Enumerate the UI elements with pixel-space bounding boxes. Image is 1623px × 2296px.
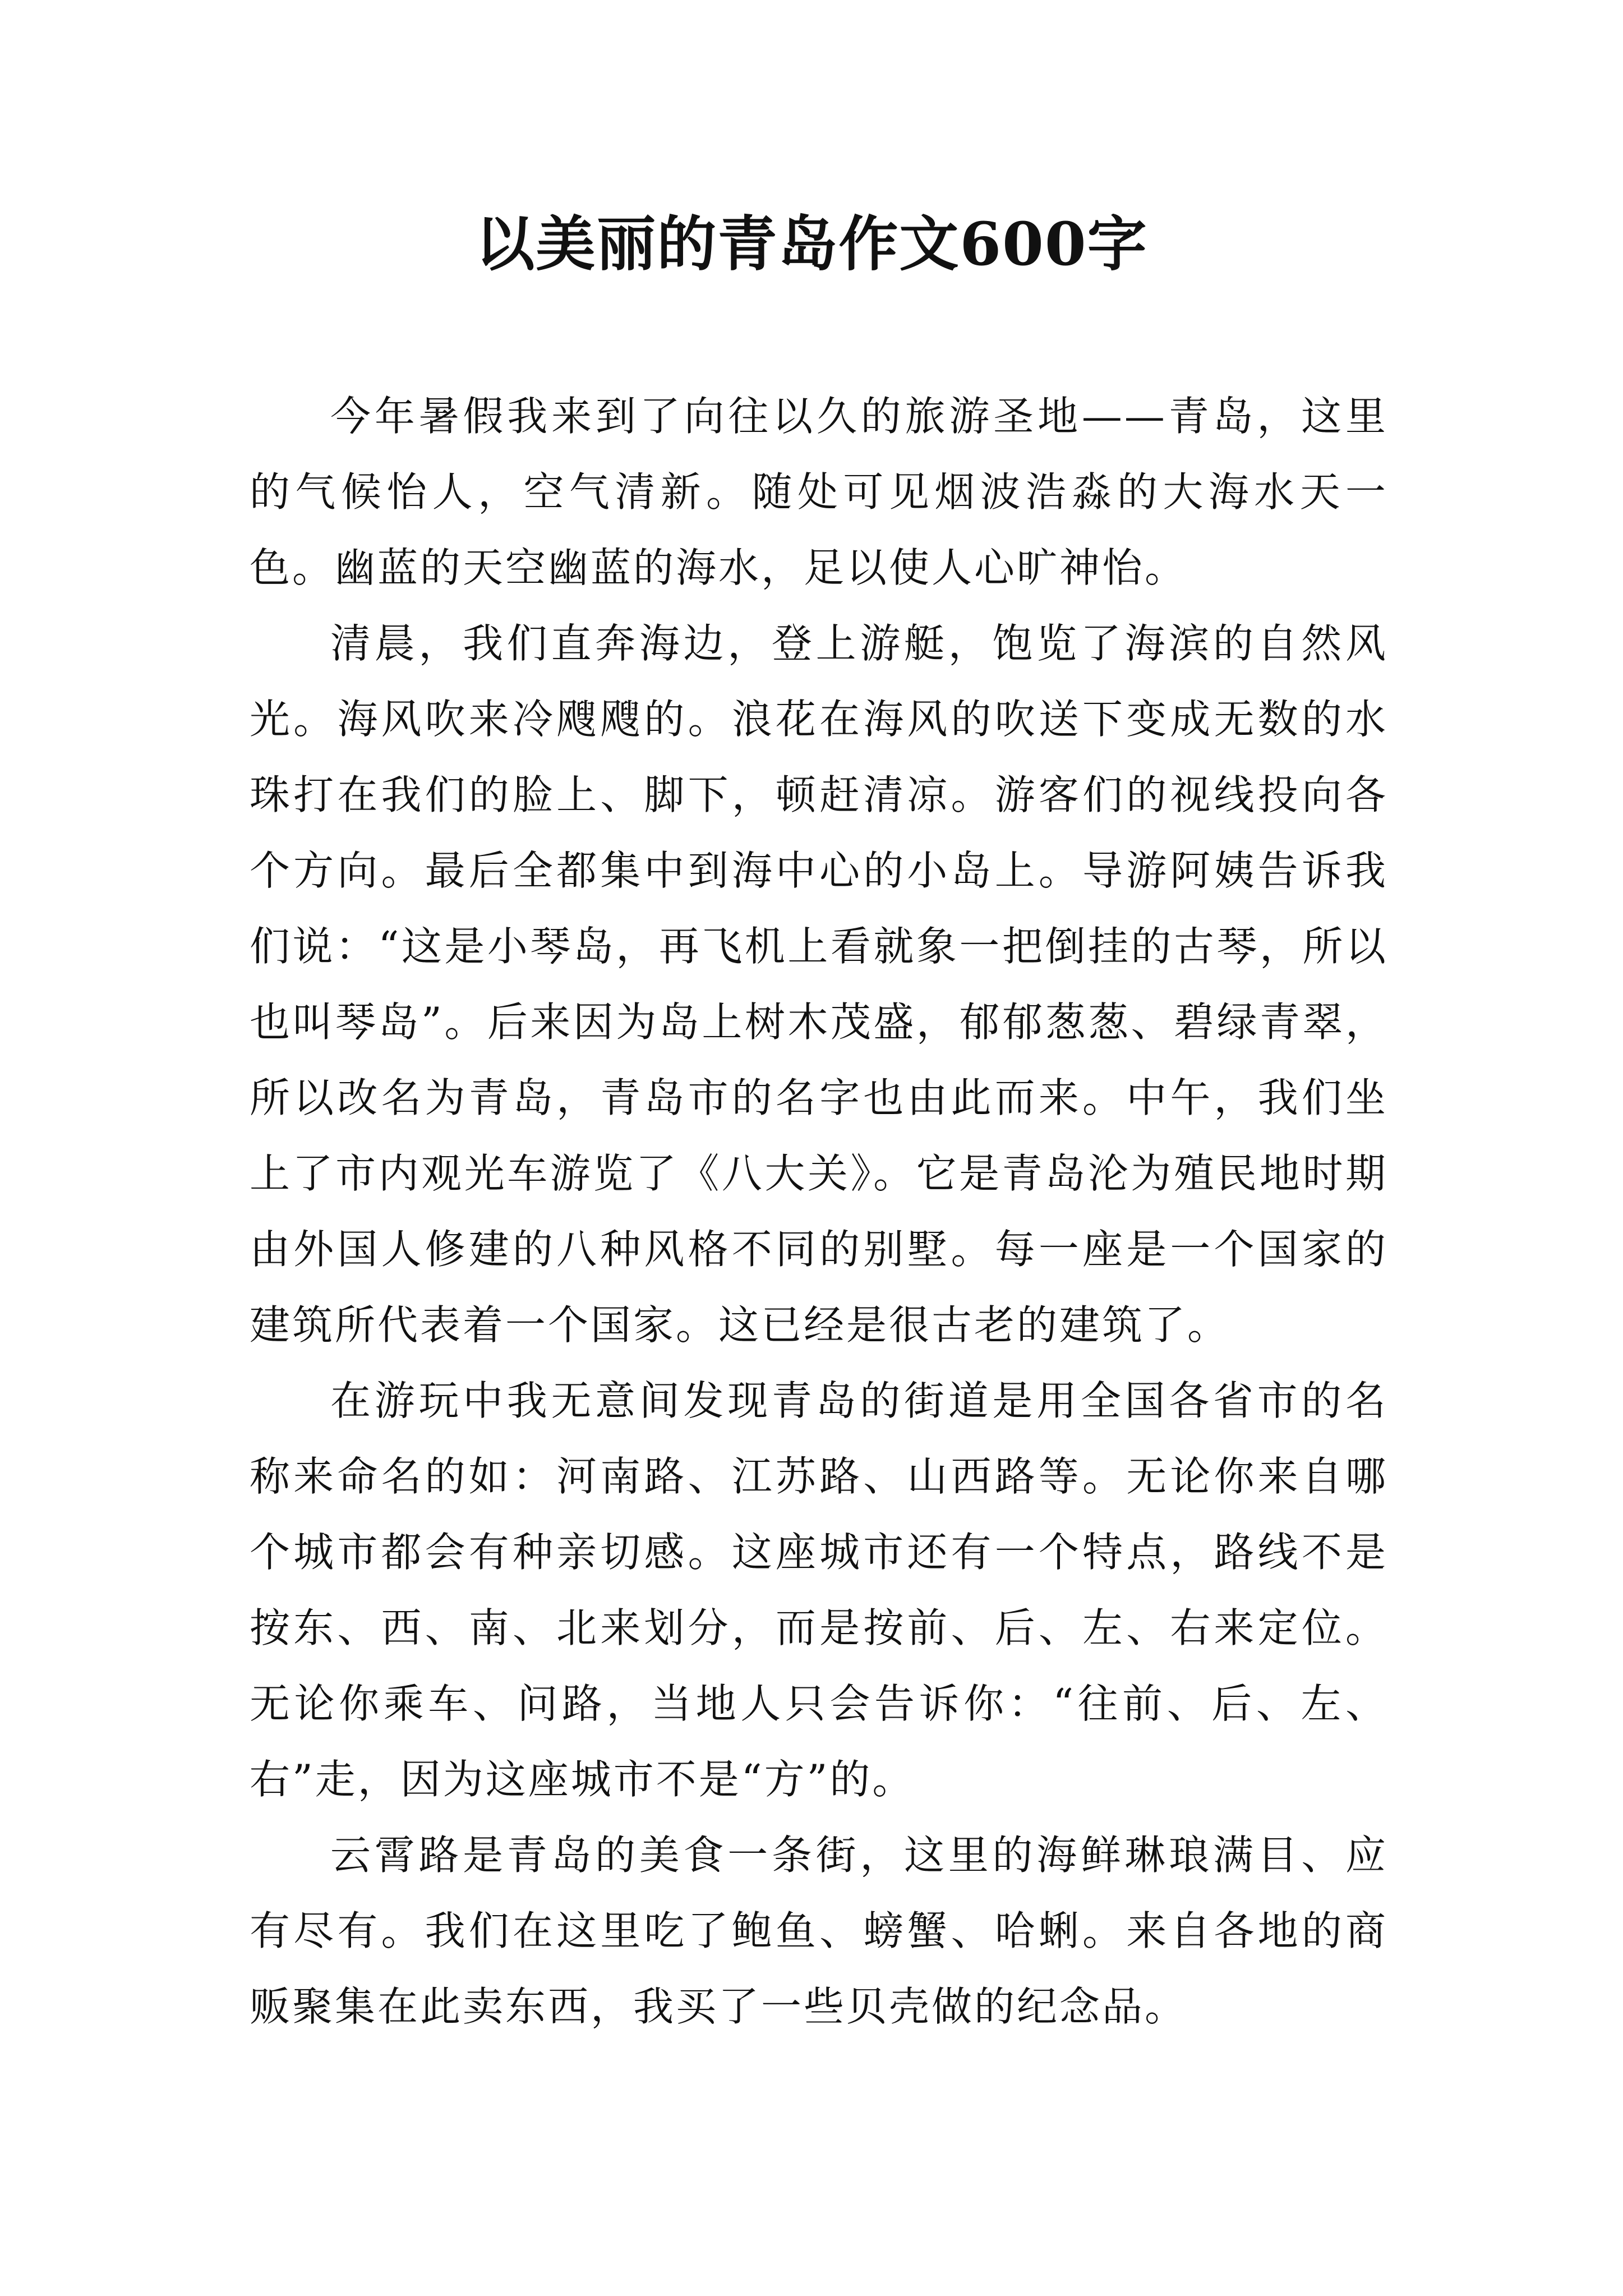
paragraph-3: 在游玩中我无意间发现青岛的街道是用全国各省市的名称来命名的如：河南路、江苏路、山西路等。无论你来自哪个城市都会有种亲切感。这座城市还有一个特点，路线不是按东、西、南、北来划分，而是按前、后、左、右来定位。无论你乘车、问路，当地人只会告诉你：“往前、后、左、右”走，因为这座城市不是“方”的。 — [250, 1377, 1388, 1803]
paragraph-2: 清晨，我们直奔海边，登上游艇，饱览了海滨的自然风光。海风吹来冷飕飕的。浪花在海风的吹送下变成无数的水珠打在我们的脸上、脚下，顿赶清凉。游客们的视线投向各个方向。最后全都集中到海中心的小岛上。导游阿姨告诉我们说：“这是小琴岛，再飞机上看就象一把倒挂的古琴，所以也叫琴岛”。后来因为岛上树木茂盛，郁郁葱葱、碧绿青翠，所以改名为青岛，青岛市的名字也由此而来。中午，我们坐上了市内观光车游览了《八大关》。它是青岛沦为殖民地时期由外国人修建的八种风格不同的别墅。每一座是一个国家的建筑所代表着一个国家。这已经是很古老的建筑了。 — [250, 620, 1388, 1349]
document-body — [250, 379, 1388, 2045]
document-title: 以美丽的青岛作文600字 — [475, 209, 1148, 279]
paragraph-4: 云霄路是青岛的美食一条街，这里的海鲜琳琅满目、应有尽有。我们在这里吃了鲍鱼、螃蟹、哈蜊。来自各地的商贩聚集在此卖东西，我买了一些贝壳做的纪念品。 — [250, 1832, 1388, 2030]
paragraph-1: 今年暑假我来到了向往以久的旅游圣地——青岛，这里的气候怡人，空气清新。随处可见烟波浩淼的大海水天一色。幽蓝的天空幽蓝的海水，足以使人心旷神怡。 — [250, 393, 1388, 591]
